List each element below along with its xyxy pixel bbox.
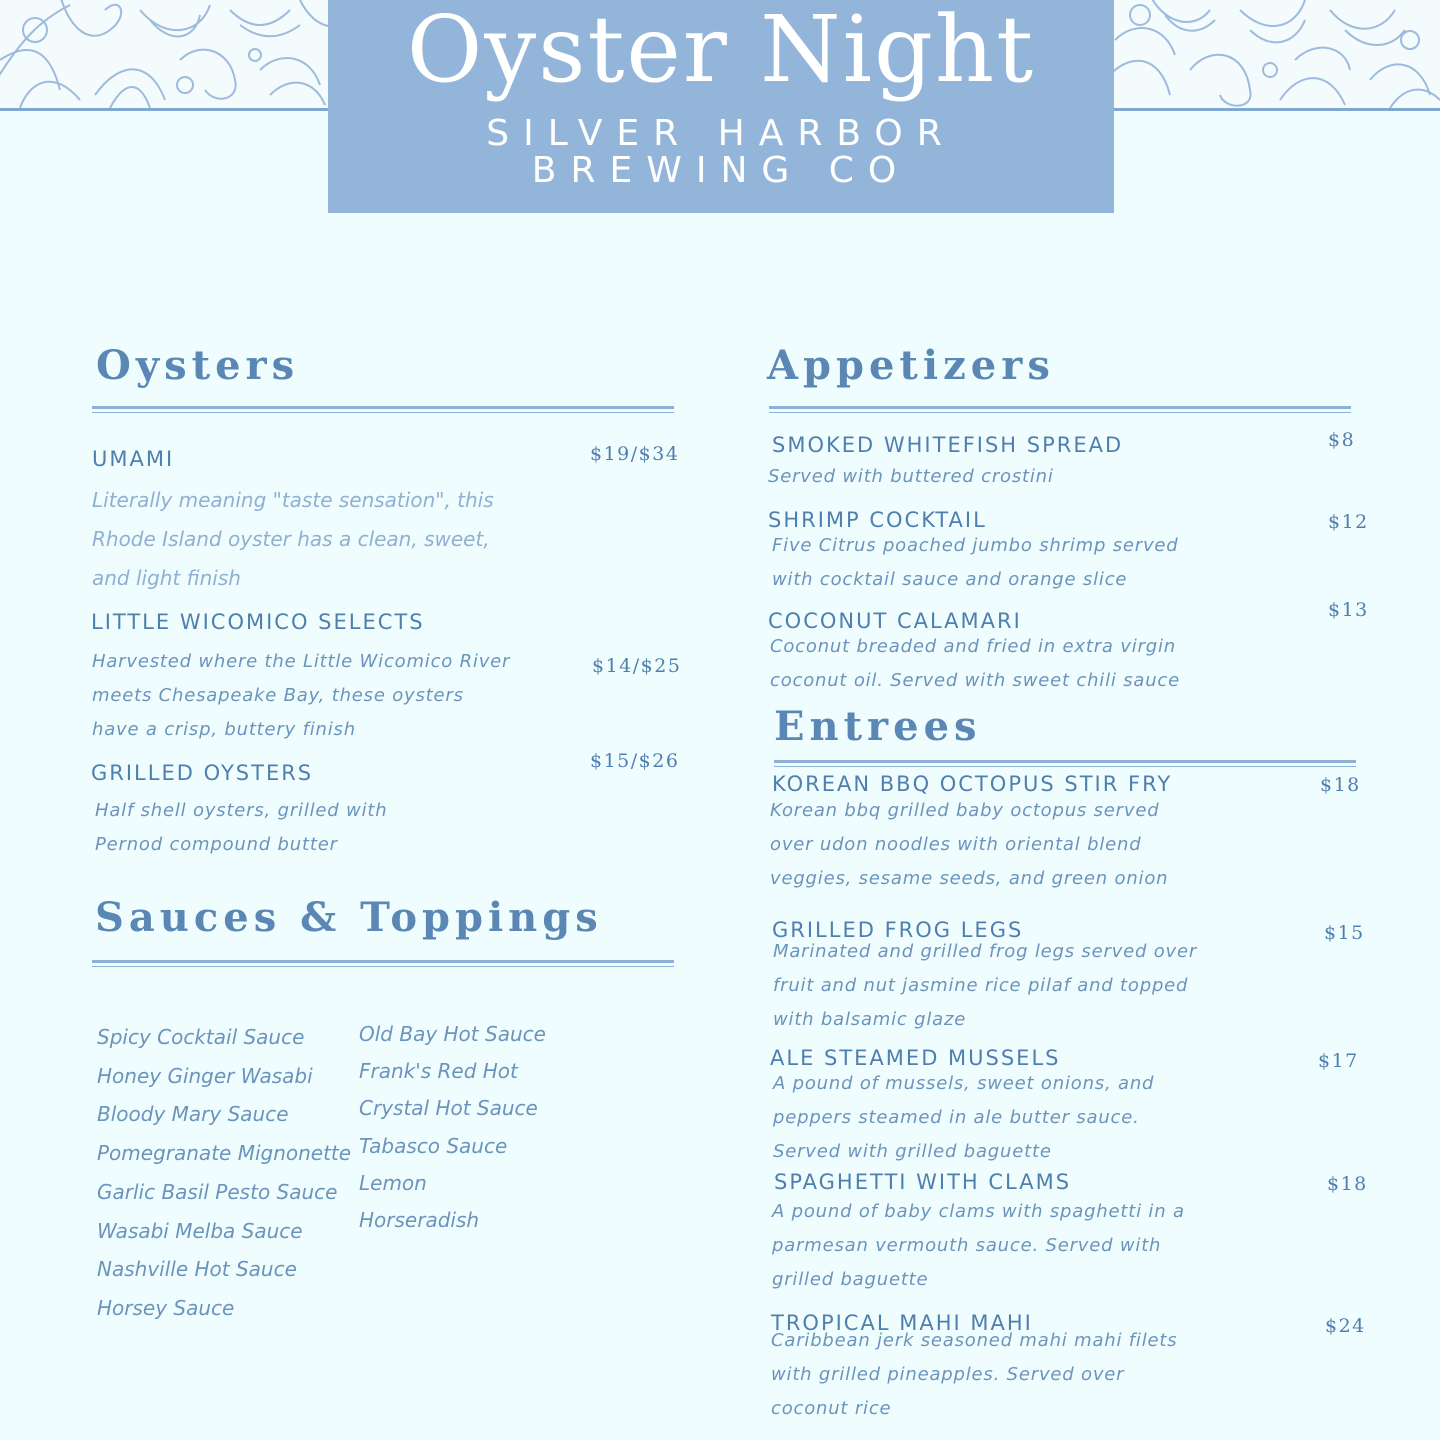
subtitle-line-1: SILVER HARBOR [486,113,956,154]
item-name: GRILLED FROG LEGS [772,918,1024,942]
item-name: GRILLED OYSTERS [91,761,314,785]
sauces-heading: Sauces & Toppings [95,894,603,941]
sauce-item: Nashville Hot Sauce [97,1257,297,1282]
item-price: $24 [1325,1315,1366,1337]
item-name: ALE STEAMED MUSSELS [770,1046,1061,1070]
item-price: $12 [1328,511,1369,533]
item-description: Coconut breaded and fried in extra virgin coconut oil. Served with sweet chili sauce [770,636,1180,691]
item-price: $18 [1327,1173,1368,1195]
page-title: Oyster Night [406,0,1036,103]
sauce-item: Tabasco Sauce [359,1133,508,1158]
item-description: Korean bbq grilled baby octopus served over udon noodles with oriental blend veggies, sesame seeds, and green onion [770,800,1169,889]
sauce-item: Horseradish [359,1208,480,1233]
item-name: SHRIMP COCKTAIL [768,508,987,532]
item-name: SMOKED WHITEFISH SPREAD [772,433,1124,457]
sauce-item: Crystal Hot Sauce [359,1096,538,1121]
item-description: Half shell oysters, grilled with Pernod compound butter [95,800,388,855]
sauce-item: Wasabi Melba Sauce [97,1218,303,1243]
item-price: $14/$25 [592,655,682,677]
item-name: KOREAN BBQ OCTOPUS STIR FRY [772,772,1173,796]
sauce-item: Honey Ginger Wasabi [97,1063,313,1088]
oysters-divider [92,406,674,413]
title-banner [328,0,1114,213]
oysters-heading: Oysters [96,342,300,389]
sauce-item: Old Bay Hot Sauce [359,1022,546,1046]
sauce-item: Horsey Sauce [97,1295,235,1320]
item-price: $15/$26 [590,750,680,772]
item-price: $15 [1324,922,1365,944]
item-description: Literally meaning "taste sensation", this Rhode Island oyster has a clean, sweet, and light finish [92,488,494,590]
item-price: $17 [1318,1050,1359,1072]
item-price: $19/$34 [590,443,680,465]
sauce-item: Spicy Cocktail Sauce [97,1025,305,1049]
decorative-pattern-right [1110,0,1440,111]
item-description: Marinated and grilled frog legs served over fruit and nut jasmine rice pilaf and topped with balsamic glaze [773,941,1198,1030]
item-name: TROPICAL MAHI MAHI [771,1311,1033,1335]
entrees-heading: Entrees [774,703,982,750]
sauce-item: Pomegranate Mignonette [97,1141,352,1166]
appetizers-divider [769,406,1351,413]
sauce-item: Bloody Mary Sauce [97,1102,289,1127]
sauce-item: Lemon [359,1170,427,1195]
item-description: A pound of mussels, sweet onions, and peppers steamed in ale butter sauce. Served with grilled baguette [773,1073,1155,1162]
sauce-list-column-2 [359,1016,546,1239]
item-price: $13 [1328,599,1369,621]
sauces-divider [92,960,674,967]
sauce-item: Garlic Basil Pesto Sauce [97,1179,338,1204]
item-description: Harvested where the Little Wicomico River meets Chesapeake Bay, these oysters have a crisp, buttery finish [92,651,511,740]
item-name: LITTLE WICOMICO SELECTS [91,610,425,634]
item-description: Caribbean jerk seasoned mahi mahi filets with grilled pineapples. Served over coconut rice [771,1330,1178,1419]
subtitle-line-2: BREWING CO [531,150,911,191]
sauce-list-column-1 [97,1018,351,1328]
entrees-divider [774,760,1356,767]
item-price: $8 [1328,429,1356,451]
item-name: UMAMI [92,447,175,471]
item-description: A pound of baby clams with spaghetti in a parmesan vermouth sauce. Served with grilled baguette [772,1201,1185,1290]
item-description: Served with buttered crostini [768,466,1054,487]
appetizers-heading: Appetizers [767,342,1055,389]
item-price: $18 [1320,774,1361,796]
item-description: Five Citrus poached jumbo shrimp served with cocktail sauce and orange slice [772,535,1179,590]
item-name: COCONUT CALAMARI [768,609,1022,633]
sauce-item: Frank's Red Hot [359,1059,518,1084]
item-name: SPAGHETTI WITH CLAMS [774,1170,1072,1194]
decorative-pattern-left [0,0,330,111]
